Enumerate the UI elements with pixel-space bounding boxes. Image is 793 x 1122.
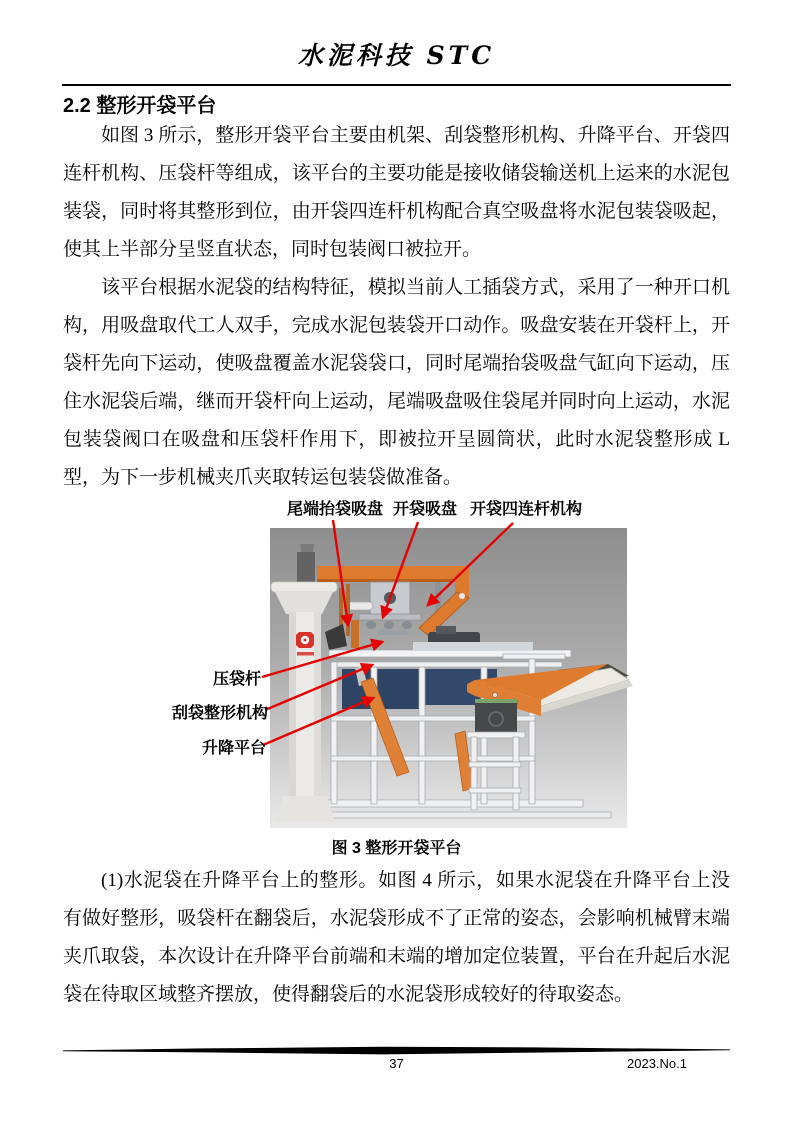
body-text-block-2	[63, 862, 730, 1014]
paragraph-2: 该平台根据水泥袋的结构特征，模拟当前人工插袋方式，采用了一种开口机构，用吸盘取代工人双手，完成水泥包装袋开口动作。吸盘安装在开袋杆上，开袋杆先向下运动，使吸盘覆盖水泥袋袋口，同时尾端抬袋吸盘气缸向下运动，压住水泥袋后端，继而开袋杆向上运动，尾端吸盘吸住袋尾并同时向上运动，水泥包装袋阀口在吸盘和压袋杆作用下，即被拉开呈圆筒状，此时水泥袋整形成 L 型，为下一步机械夹爪夹取转运包装袋做准备。	[63, 277, 730, 488]
paragraph-3: (1)水泥袋在升降平台上的整形。如图 4 所示，如果水泥袋在升降平台上没有做好整形，吸袋杆在翻袋后，水泥袋形成不了正常的姿态，会影响机械臂末端夹爪取袋，本次设计在升降平台前端和末端的增加定位装置，平台在升起后水泥袋在待取区域整齐摆放，使得翻袋后的水泥袋形成较好的待取姿态。	[63, 870, 730, 1005]
page-number: 37	[389, 1056, 404, 1071]
body-text-block	[63, 117, 730, 497]
section-heading: 2.2 整形开袋平台	[63, 95, 217, 117]
label-bag-scraper-mechanism: 刮袋整形机构	[172, 705, 269, 722]
journal-title: 水泥科技 STC	[297, 41, 496, 70]
issue-label: 2023.No.1	[627, 1056, 687, 1071]
label-bag-opening-suction-cup: 开袋吸盘	[393, 501, 458, 518]
label-bag-press-rod: 压袋杆	[213, 671, 262, 688]
figure-3	[63, 494, 730, 870]
label-four-bar-linkage: 开袋四连杆机构	[470, 501, 583, 518]
footer-rule	[63, 1046, 730, 1056]
header-rule	[62, 84, 731, 86]
label-tail-lift-suction-cup: 尾端抬袋吸盘	[287, 501, 384, 518]
label-lifting-platform: 升降平台	[202, 740, 267, 757]
machine-illustration	[63, 494, 730, 870]
paragraph-1: 如图 3 所示，整形开袋平台主要由机架、刮袋整形机构、升降平台、开袋四连杆机构、压袋杆等组成，该平台的主要功能是接收储袋输送机上运来的水泥包装袋，同时将其整形到位，由开袋四连杆机构配合真空吸盘将水泥包装袋吸起，使其上半部分呈竖直状态，同时包装阀口被拉开。	[63, 125, 730, 260]
figure-caption: 图 3 整形开袋平台	[331, 840, 462, 857]
